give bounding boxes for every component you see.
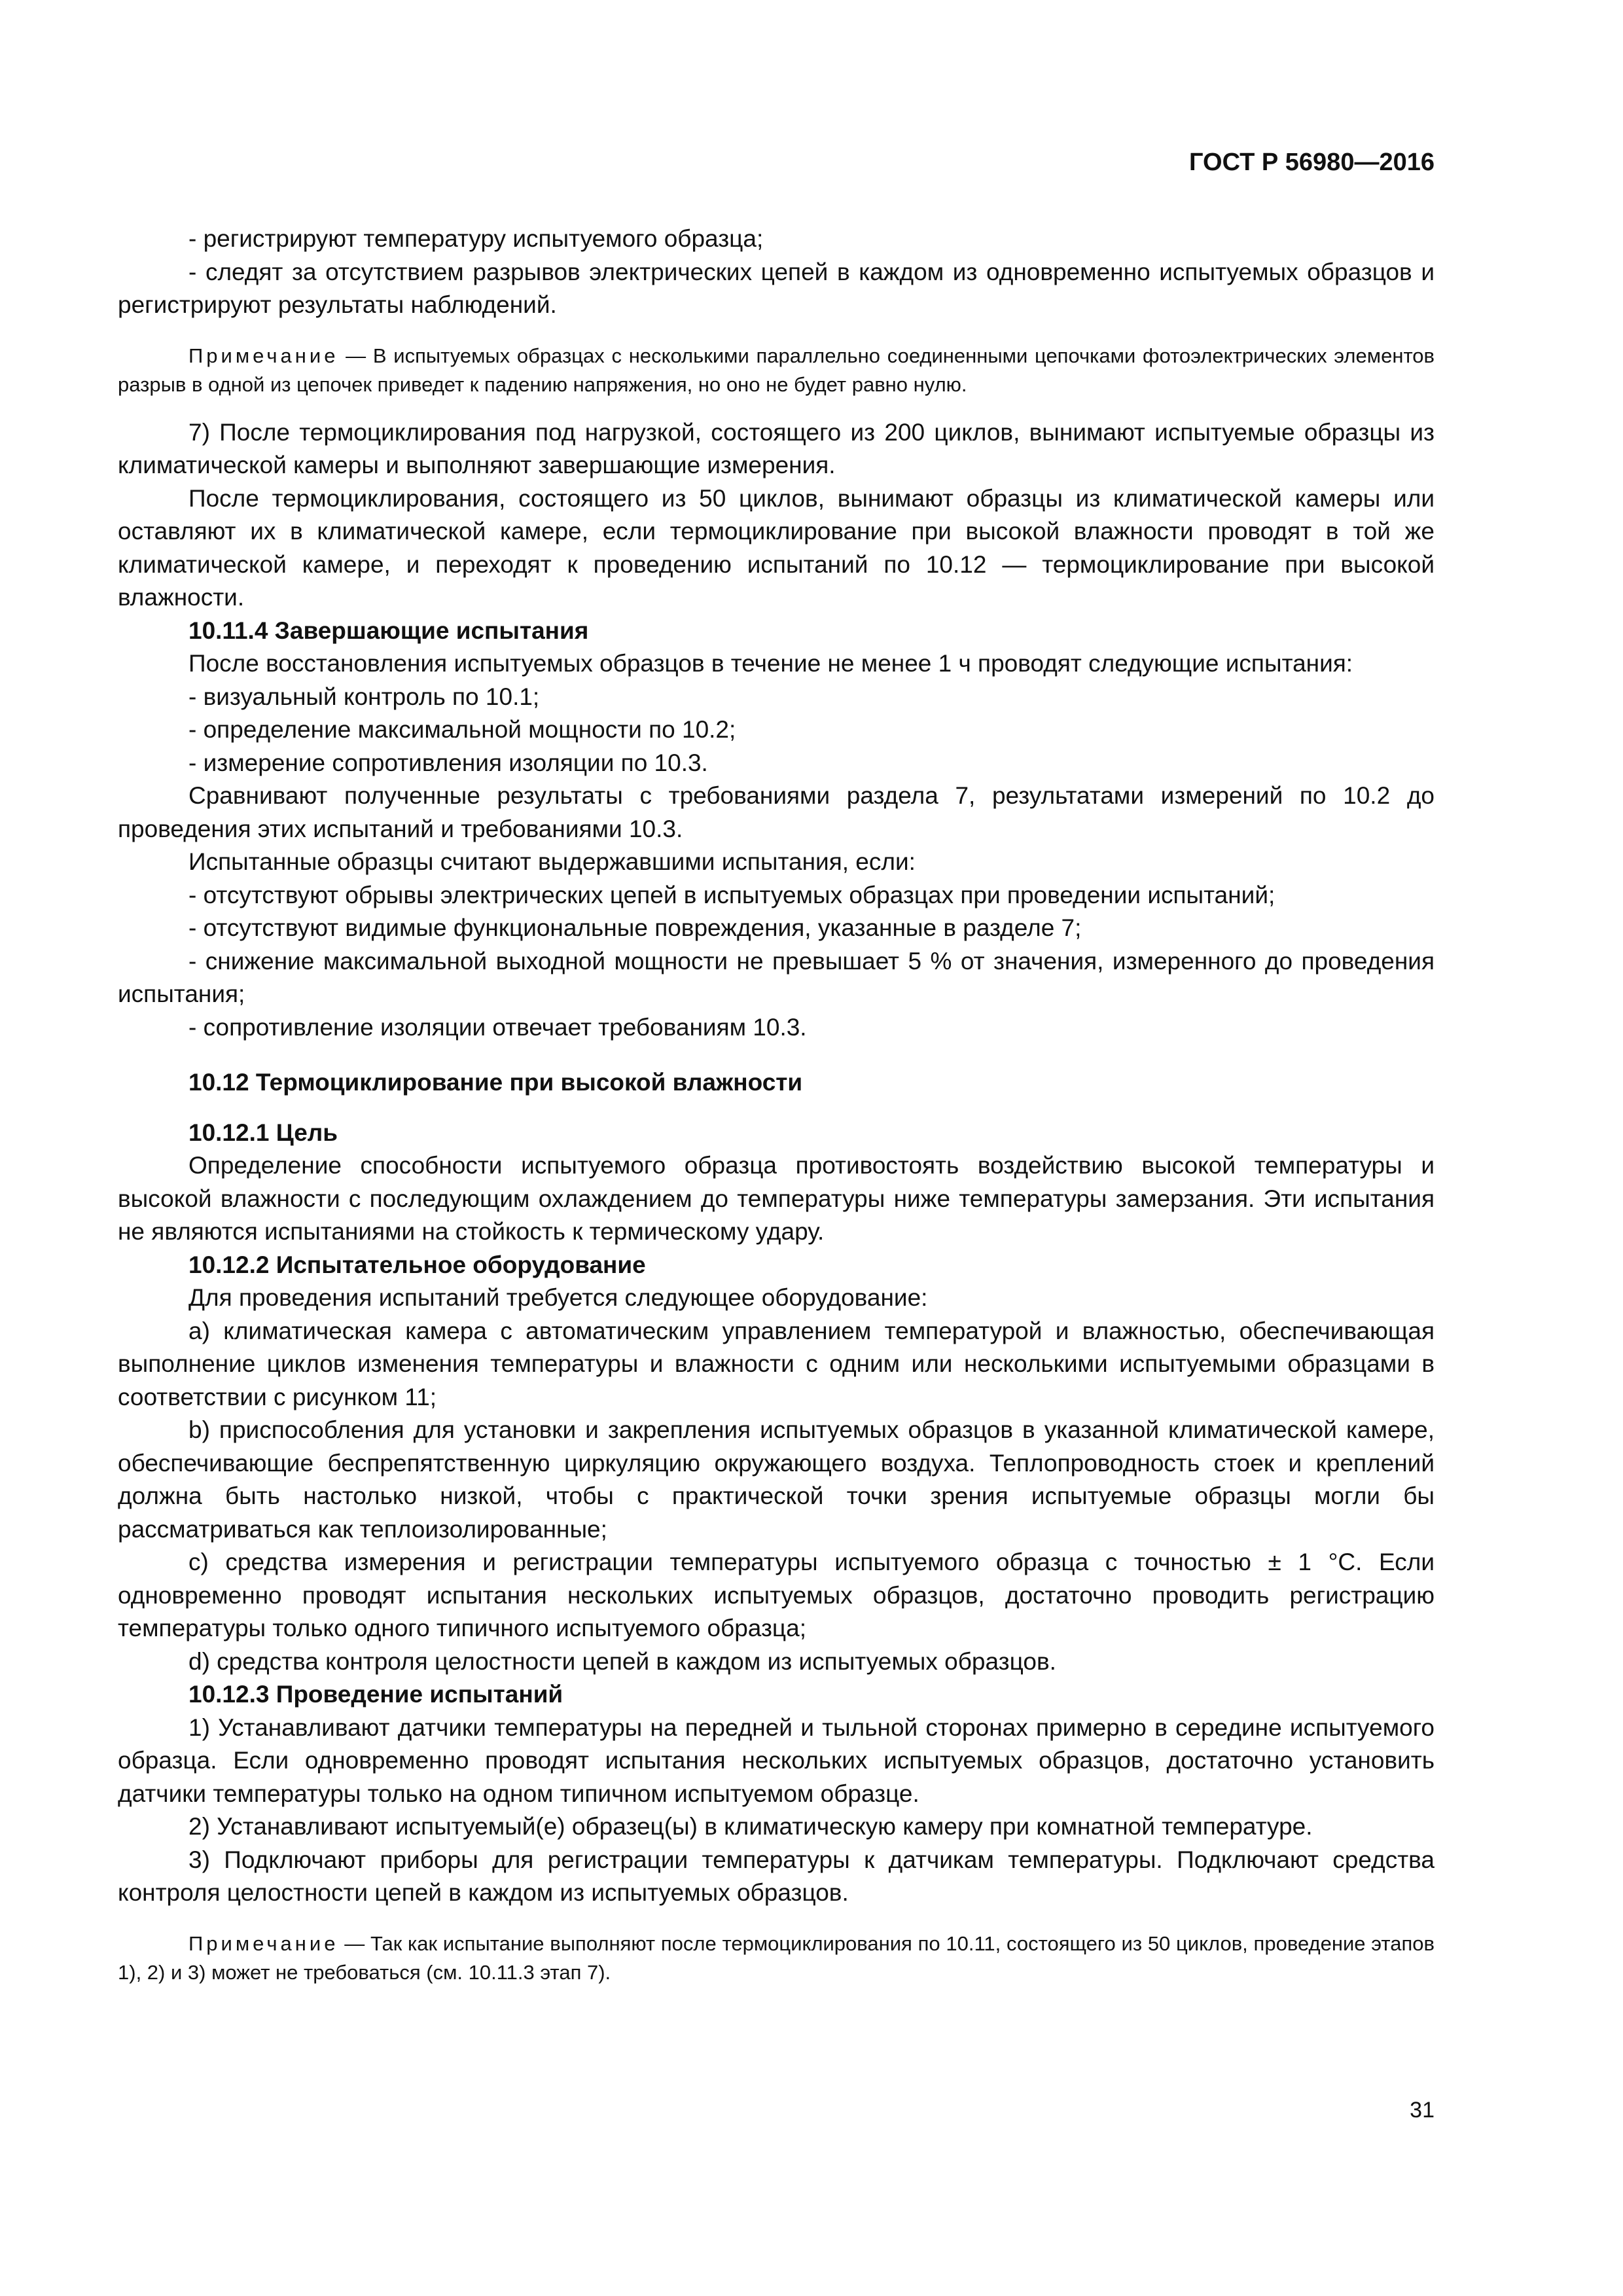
paragraph: После восстановления испытуемых образцов в течение не менее 1 ч проводят следующие испытания: (188, 650, 1353, 677)
paragraph: 3) Подключают приборы для регистрации температуры к датчикам температуры. Подключают средства контроля целостности цепей в каждом из испытуемых образцов. (118, 1846, 1435, 1906)
section-heading: 10.12.2 Испытательное оборудование (188, 1251, 646, 1278)
list-item: - определение максимальной мощности по 10.2; (188, 716, 736, 743)
note-label: Примечание (188, 344, 339, 367)
paragraph: Сравнивают полученные результаты с требованиями раздела 7, результатами измерений по 10.2 до проведения этих испытаний и требованиями 10.3. (118, 782, 1435, 842)
list-item: - отсутствуют видимые функциональные повреждения, указанные в разделе 7; (188, 914, 1082, 941)
paragraph: 7) После термоциклирования под нагрузкой, состоящего из 200 циклов, вынимают испытуемые образцы из климатической камеры и выполняют завершающие измерения. (118, 418, 1435, 478)
paragraph: После термоциклирования, состоящего из 50 циклов, вынимают образцы из климатической камеры или оставляют их в климатической камере, если термоциклирование при высокой влажности проводят в той же климатической камере, и переходят к проведению испытаний по 10.12 — термоциклирование при высокой влажности. (118, 484, 1435, 611)
list-item: b) приспособления для установки и закрепления испытуемых образцов в указанной климатической камере, обеспечивающие беспрепятственную циркуляцию окружающего воздуха. Теплопроводность стоек и креплений должна быть настолько низкой, чтобы с практической точки зрения испытуемые образцы могли бы рассматриваться как теплоизолированные; (118, 1416, 1435, 1543)
paragraph: - регистрируют температуру испытуемого образца; (188, 225, 764, 252)
note (118, 342, 1435, 399)
list-item: d) средства контроля целостности цепей в каждом из испытуемых образцов. (188, 1647, 1056, 1675)
list-item: a) климатическая камера с автоматическим управлением температурой и влажностью, обеспечивающая выполнение циклов изменения температуры и влажности с одним или несколькими испытуемыми образцами в соответствии с рисунком 11; (118, 1317, 1435, 1410)
list-item: - измерение сопротивления изоляции по 10.3. (188, 749, 708, 776)
section-heading: 10.12.1 Цель (188, 1119, 338, 1146)
section-heading: 10.11.4 Завершающие испытания (188, 617, 589, 644)
note (118, 1929, 1435, 1987)
paragraph: Определение способности испытуемого образца противостоять воздействию высокой температуры и высокой влажности с последующим охлаждением до температуры ниже температуры замерзания. Эти испытания не являются испытаниями на стойкость к термическому удару. (118, 1152, 1435, 1245)
list-item: - визуальный контроль по 10.1; (188, 683, 540, 710)
paragraph: Для проведения испытаний требуется следующее оборудование: (188, 1284, 928, 1311)
section-heading: 10.12 Термоциклирование при высокой влажности (188, 1069, 803, 1096)
section-heading: 10.12.3 Проведение испытаний (188, 1681, 563, 1708)
page-content (118, 223, 1435, 1987)
note-text: — В испытуемых образцах с несколькими параллельно соединенными цепочками фотоэлектрических элементов разрыв в одной из цепочек приведет к падению напряжения, но оно не будет равно нулю. (118, 344, 1435, 396)
page-number: 31 (1410, 2098, 1435, 2123)
document-header: ГОСТ Р 56980—2016 (1189, 149, 1435, 176)
paragraph: 2) Устанавливают испытуемый(е) образец(ы) в климатическую камеру при комнатной температуре. (188, 1813, 1313, 1840)
note-label: Примечание (188, 1931, 339, 1955)
list-item: c) средства измерения и регистрации температуры испытуемого образца с точностью ± 1 °С. Если одновременно проводят испытания нескольких испытуемых образцов, достаточно проводить регистрацию температуры только одного типичного испытуемого образца; (118, 1549, 1435, 1641)
note-text: — Так как испытание выполняют после термоциклирования по 10.11, состоящего из 50 циклов, проведение этапов 1), 2) и 3) может не требоваться (см. 10.11.3 этап 7). (118, 1931, 1435, 1984)
paragraph: - следят за отсутствием разрывов электрических цепей в каждом из одновременно испытуемых образцов и регистрируют результаты наблюдений. (118, 258, 1435, 318)
paragraph: Испытанные образцы считают выдержавшими испытания, если: (188, 848, 916, 875)
paragraph: 1) Устанавливают датчики температуры на передней и тыльной сторонах примерно в середине испытуемого образца. Если одновременно проводят испытания нескольких испытуемых образцов, достаточно установить датчики температуры только на одном типичном испытуемом образце. (118, 1713, 1435, 1807)
list-item: - сопротивление изоляции отвечает требованиям 10.3. (188, 1013, 807, 1041)
list-item: - отсутствуют обрывы электрических цепей в испытуемых образцах при проведении испытаний; (188, 881, 1275, 908)
list-item: - снижение максимальной выходной мощности не превышает 5 % от значения, измеренного до проведения испытания; (118, 947, 1435, 1007)
